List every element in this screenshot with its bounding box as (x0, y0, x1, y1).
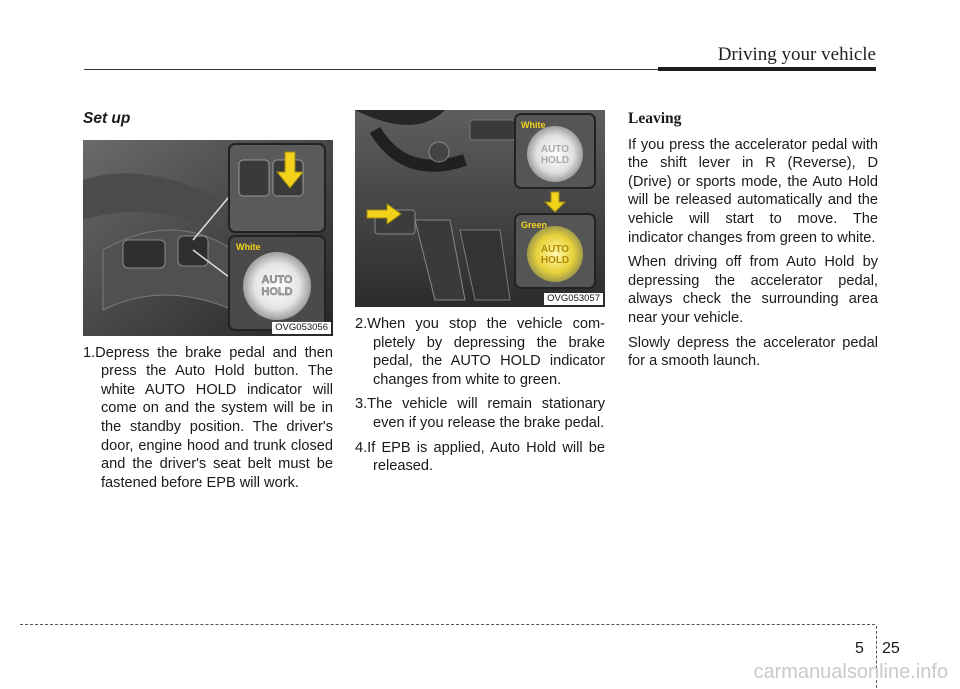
left-column (83, 110, 333, 492)
leaving-paragraph-2: When driving off from Auto Hold by depressing the accelerator pedal, always check the surrounding area near your vehicle. (628, 254, 878, 326)
setup-subtitle: Set up (83, 110, 131, 127)
figure-code: OVG053056 (272, 322, 331, 334)
step-4: 4.If EPB is applied, Auto Hold will be released. (355, 439, 605, 475)
hold-indicator-text-white: HOLD (540, 155, 570, 166)
hold-indicator-text: HOLD (261, 285, 293, 298)
middle-column (355, 110, 605, 476)
step-2: 2.When you stop the vehicle com- pletely by depressing the brake pedal, the AUTO HOLD indicator changes from white to green. (355, 316, 605, 388)
inset-white-label: White (236, 241, 261, 252)
inset-white-label: White (521, 120, 546, 130)
leaving-paragraph-3: Slowly depress the accelerator pedal for a smooth launch. (628, 334, 878, 370)
footwell-illustration (355, 110, 605, 307)
header-rule-thick (658, 67, 876, 71)
watermark[interactable]: carmanualsonline.info (753, 661, 948, 683)
inset-green-label: Green (521, 220, 548, 230)
page-number: 25 (882, 640, 900, 657)
section-header: Driving your vehicle (717, 44, 876, 65)
auto-indicator-text-white: AUTO (540, 144, 570, 155)
footer-rule (20, 624, 875, 625)
auto-indicator-text-green: AUTO (540, 244, 570, 255)
right-column (628, 110, 878, 377)
auto-indicator-text: AUTO (261, 273, 293, 286)
leaving-paragraph-1: If you press the accelerator pedal with the shift lever in R (Reverse), D (Drive) or sports mode, the Auto Hold will be released automatically and the vehicle will start to move. The indicator changes from green to white. (628, 136, 878, 246)
step-3: 3.The vehicle will remain stationary even if you release the brake pedal. (355, 396, 605, 431)
figure-code: OVG053057 (544, 293, 603, 305)
chapter-number: 5 (855, 640, 864, 657)
auto-hold-button-figure (83, 140, 333, 336)
leaving-heading: Leaving (628, 110, 682, 127)
brake-pedal-figure (355, 110, 605, 307)
hold-indicator-text-green: HOLD (540, 255, 570, 266)
step-1: 1.Depress the brake pedal and then press the Auto Hold button. The white AUTO HOLD indicator will come on and the system will be in the standby position. The driver's door, engine hood and trunk closed and the driver's seat belt must be fastened before EPB will work. (83, 344, 333, 491)
console-illustration (83, 140, 333, 336)
